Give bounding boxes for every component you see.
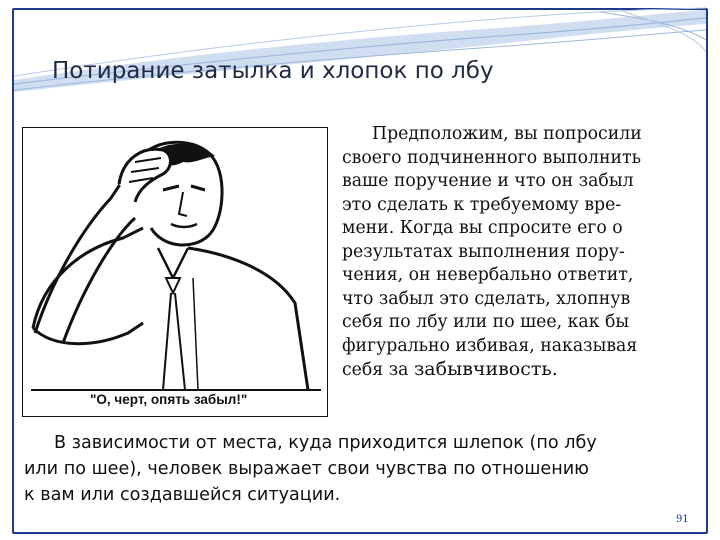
paragraph-line: чения, он невербально ответит, [342, 265, 634, 285]
paragraph-line: что забыл это сделать, хлопнув [342, 288, 631, 309]
paragraph-line-last [342, 358, 714, 383]
slide-title: Потирание затылка и хлопок по лбу [52, 58, 494, 84]
man-figure-drawing [23, 128, 329, 418]
illustration-caption: "О, черт, опять забыл!" [90, 392, 248, 407]
paragraph-line: ваше поручение и что он забыл [342, 171, 634, 191]
paragraph-line: себя по лбу или по шее, как бы [342, 312, 630, 332]
paragraph-line: или по шее), человек выражает свои чувства по отношению [24, 459, 589, 479]
paragraph-line: Предположим, вы попросили [372, 124, 642, 144]
paragraph-secondary [24, 430, 710, 508]
paragraph-line: результатах выполнения пору- [342, 241, 625, 262]
emphasis-word: забывчивость. [413, 358, 558, 380]
paragraph-line-text: себя за [342, 360, 414, 380]
paragraph-main [342, 123, 714, 383]
paragraph-line: фигурально избивая, наказывая [342, 335, 638, 356]
paragraph-line: к вам или создавшейся ситуации. [24, 485, 341, 505]
paragraph-line: мени. Когда вы спросите его о [342, 218, 623, 238]
paragraph-line: это сделать к требуемому вре- [342, 194, 622, 215]
slide-number: 91 [676, 514, 689, 525]
paragraph-line: своего подчиненного выполнить [342, 147, 642, 168]
man-rubbing-head-illustration [22, 127, 328, 417]
paragraph-line: В зависимости от места, куда приходится шлепок (по лбу [54, 433, 597, 453]
